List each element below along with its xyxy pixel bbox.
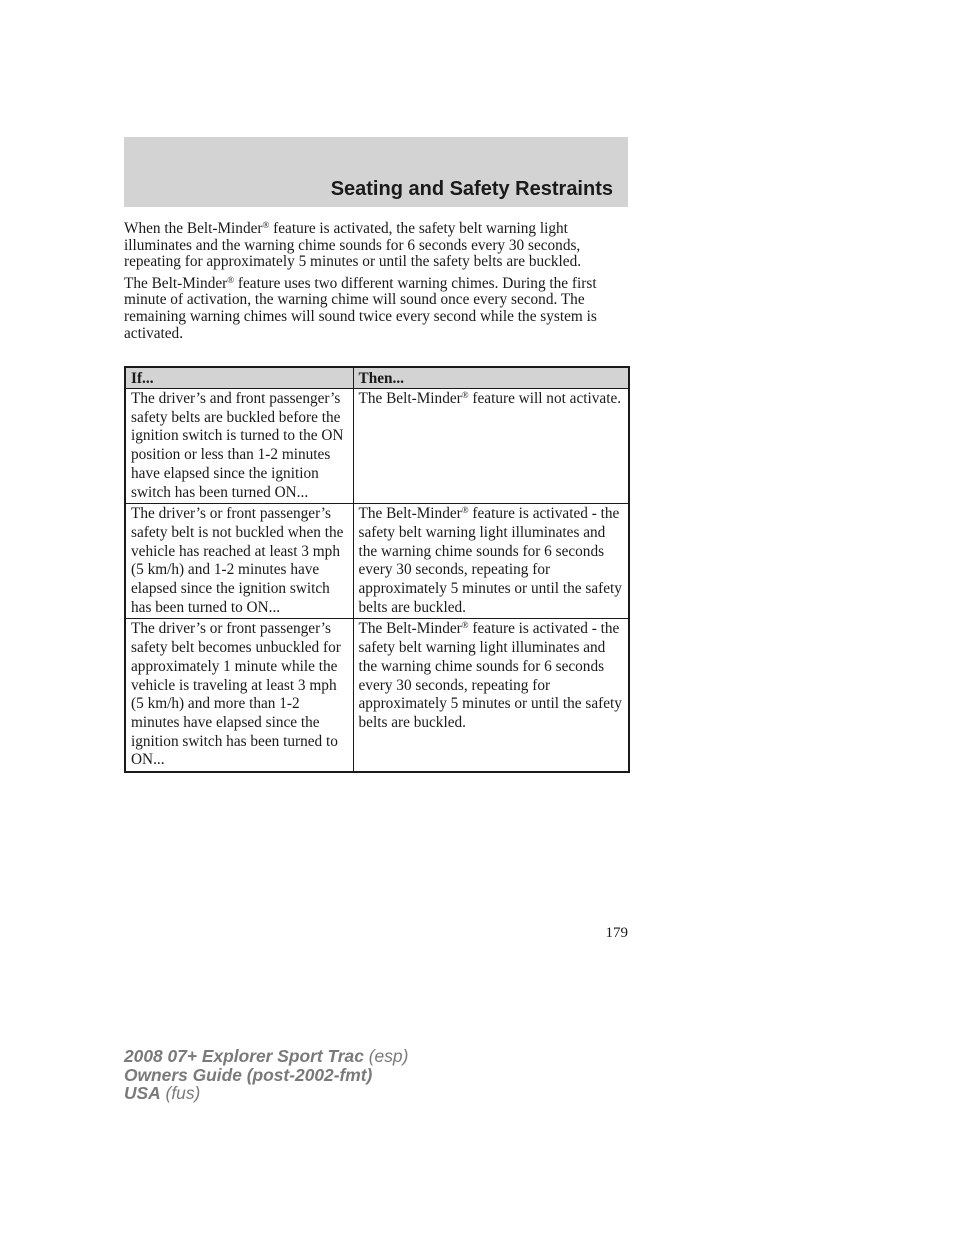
section-title: Seating and Safety Restraints [330, 178, 613, 200]
result-cell [353, 389, 629, 504]
result-text: feature will not activate. [468, 390, 622, 407]
paragraph-text: feature is activated, the safety belt warning light illuminates and the warning chime sounds for 6 seconds every 30 seconds, repeating for approximately 5 minutes or until the safety belts are buckled. [124, 220, 582, 271]
paragraph-chimes [124, 276, 628, 342]
column-header-then: Then... [353, 367, 629, 389]
footer-model: 2008 07+ Explorer Sport Trac [124, 1046, 364, 1066]
condition-cell: The driver’s or front passenger’s safety belt is not buckled when the vehicle has reached at least 3 mph (5 km/h) and 1-2 minutes have elapsed since the ignition switch has been turned to ON... [125, 504, 353, 619]
condition-cell: The driver’s and front passenger’s safety belts are buckled before the ignition switch is turned to the ON position or less than 1-2 minutes have elapsed since the ignition switch has been turned ON... [125, 389, 353, 504]
condition-cell: The driver’s or front passenger’s safety belt becomes unbuckled for approximately 1 minute while the vehicle is traveling at least 3 mph (5 km/h) and more than 1-2 minutes have elapsed since the ignition switch has been turned to ON... [125, 619, 353, 772]
registered-mark: ® [461, 390, 469, 400]
table-header-row [125, 367, 629, 389]
belt-minder-table [124, 366, 630, 773]
section-header-band [124, 137, 628, 207]
paragraph-text: The Belt-Minder [124, 274, 228, 292]
registered-mark: ® [262, 220, 270, 230]
footer-code: (esp) [363, 1046, 409, 1066]
footer-code: (fus) [160, 1083, 201, 1103]
column-header-if: If... [125, 367, 353, 389]
footer-line [124, 1066, 408, 1085]
result-cell [353, 619, 629, 772]
registered-mark: ® [227, 274, 235, 285]
table-row [125, 504, 629, 619]
footer-market: USA [124, 1083, 161, 1103]
paragraph-text: When the Belt-Minder [124, 220, 263, 237]
page-number: 179 [605, 925, 628, 941]
document-footer [124, 1047, 408, 1103]
result-text: feature is activated - the safety belt warning light illuminates and the warning chime sounds for 6 seconds every 30 seconds, repeating for approximately 5 minutes or until the safety belts are buckled. [358, 505, 622, 616]
paragraph-activation [124, 221, 628, 271]
footer-guide: Owners Guide (post-2002-fmt) [124, 1064, 373, 1085]
result-text: The Belt-Minder [358, 620, 462, 638]
registered-mark: ® [461, 505, 469, 516]
footer-line [124, 1047, 408, 1066]
registered-mark: ® [461, 620, 469, 631]
paragraph-text: feature uses two different warning chimes. During the first minute of activation, the warning chime will sound once every second. The remaining warning chimes will sound twice every second while the system is activated. [124, 274, 597, 342]
result-text: The Belt-Minder [358, 505, 462, 523]
body-text [124, 221, 628, 347]
footer-line [124, 1084, 408, 1103]
result-text: feature is activated - the safety belt warning light illuminates and the warning chime sounds for 6 seconds every 30 seconds, repeating for approximately 5 minutes or until the safety belts are buckled. [358, 620, 622, 731]
table-row [125, 389, 629, 504]
result-cell [353, 504, 629, 619]
result-text: The Belt-Minder [358, 390, 462, 407]
table-row [125, 619, 629, 772]
